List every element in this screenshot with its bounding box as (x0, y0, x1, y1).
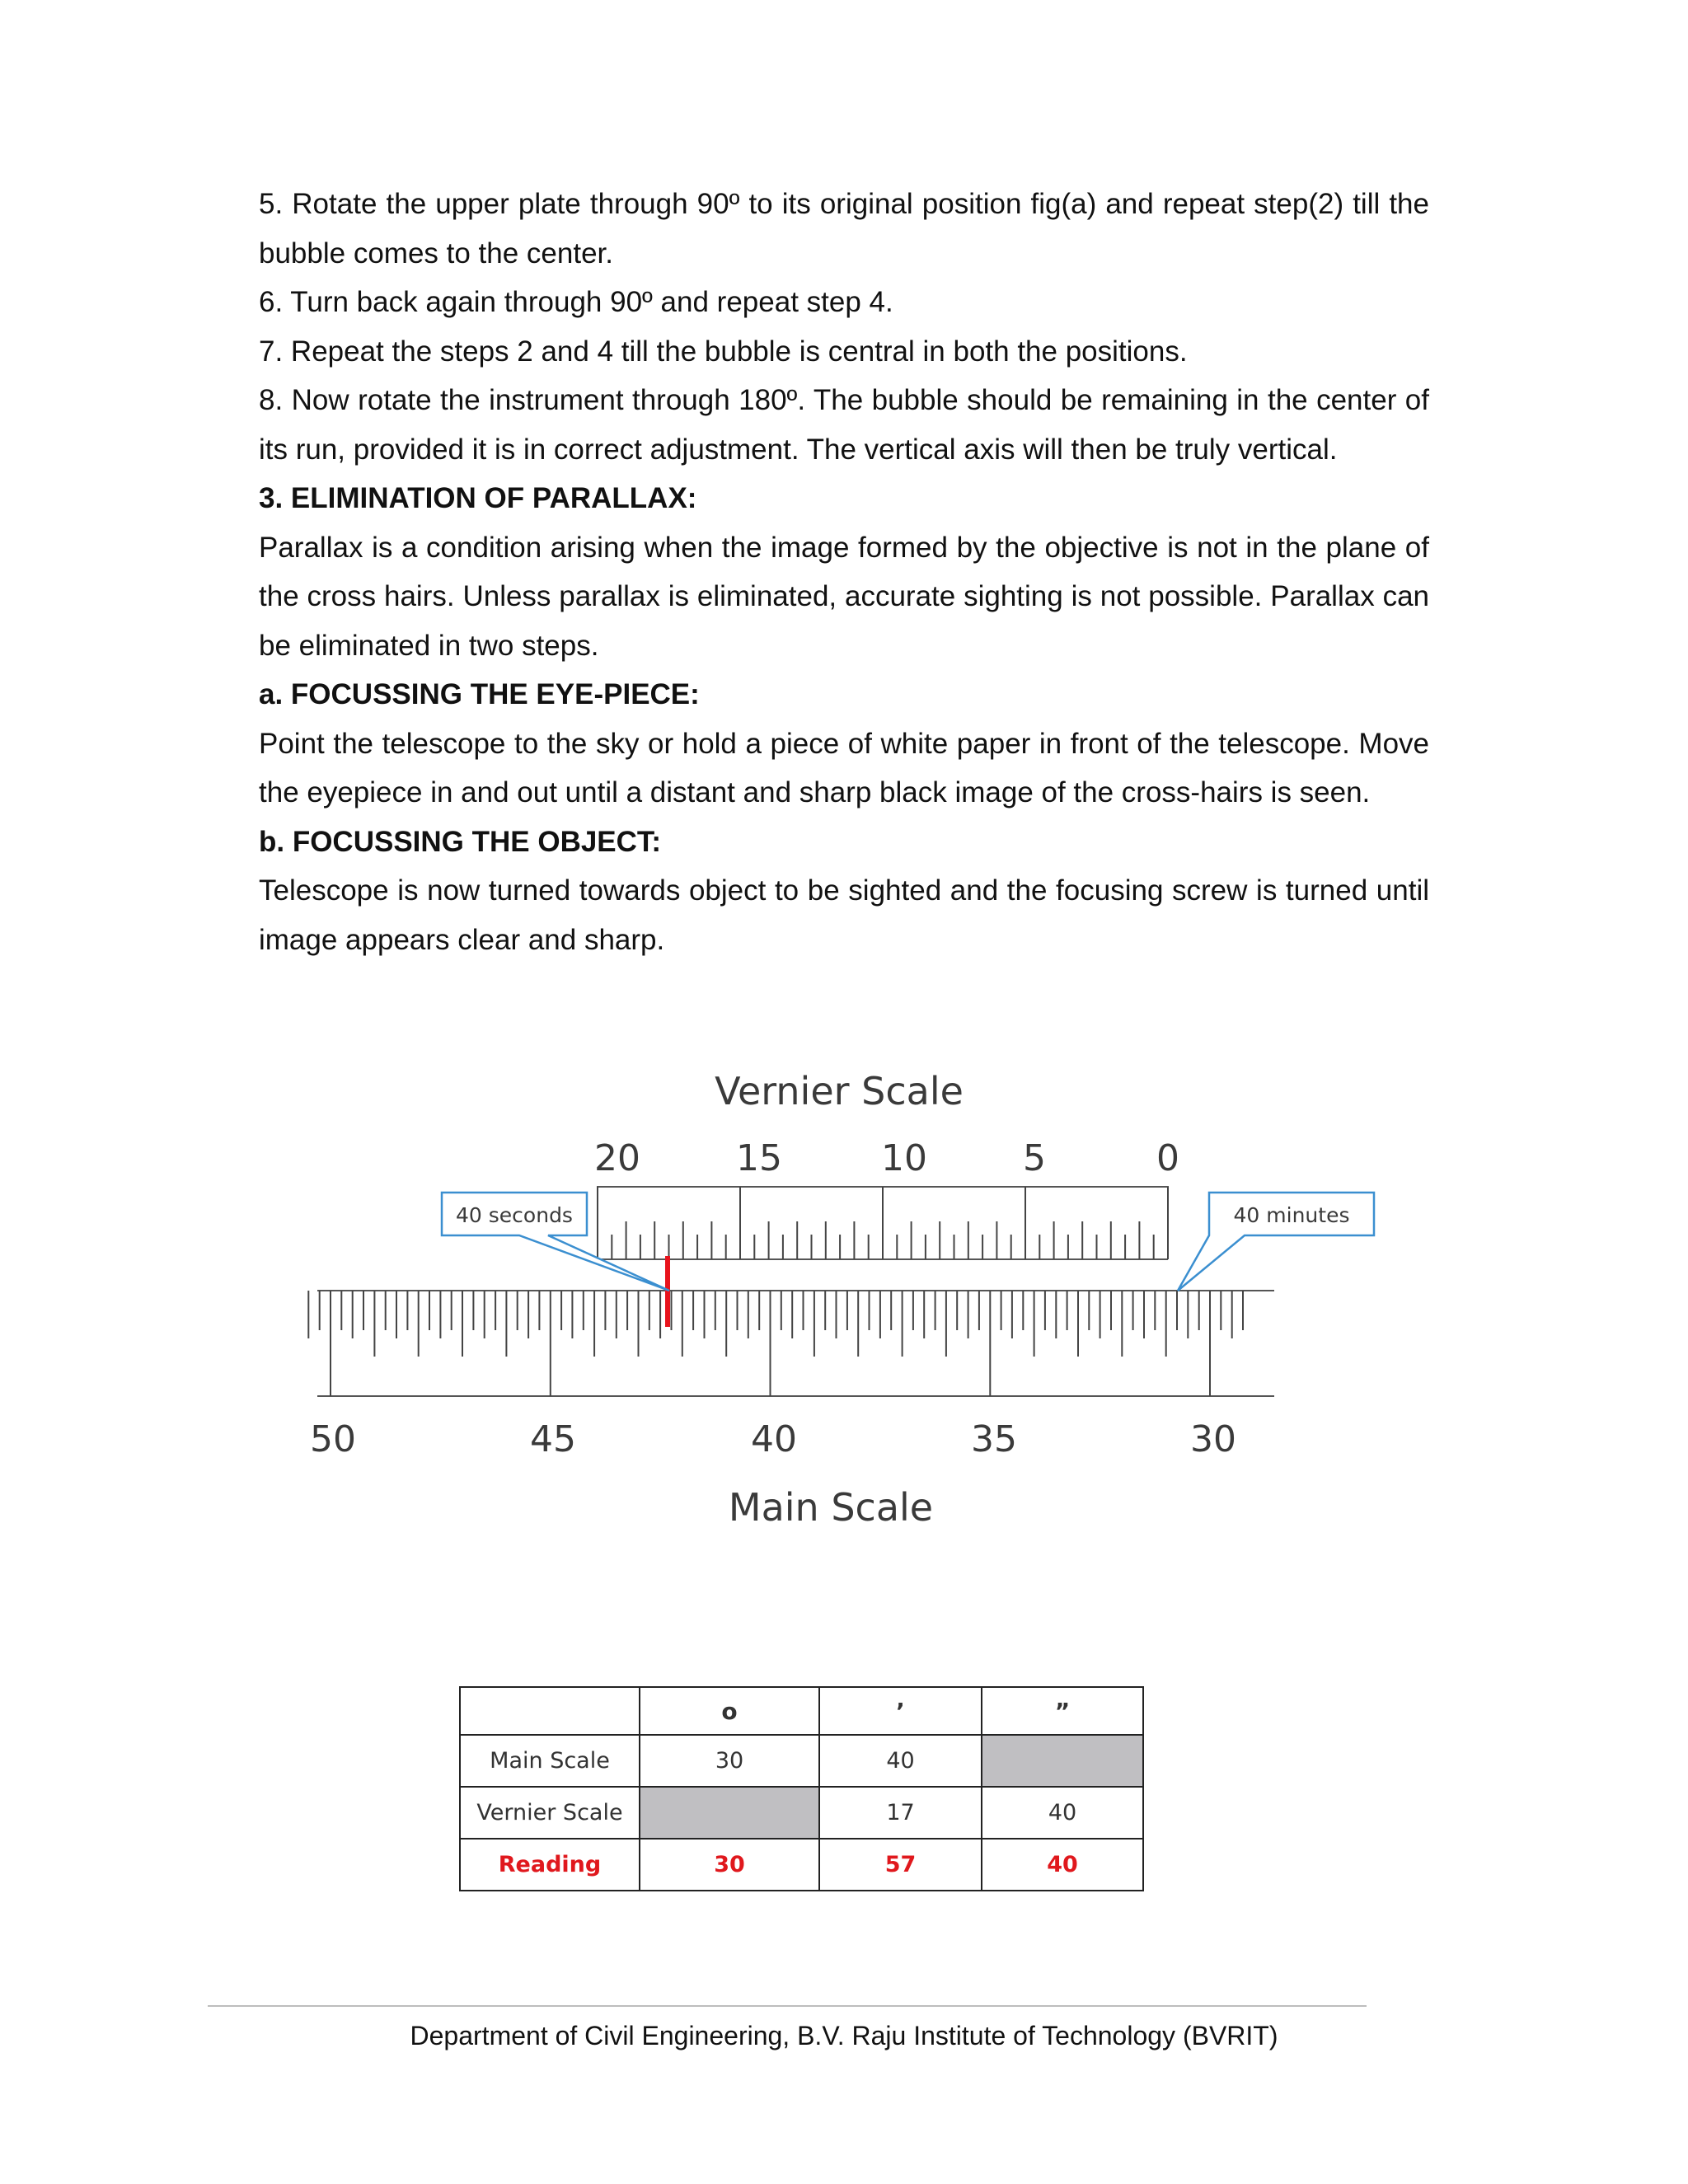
parallax-heading: 3. ELIMINATION OF PARALLAX: (259, 482, 697, 514)
object-text: Telescope is now turned towards object to be sighted and the focusing screw is turned until image appears clear and sharp. (259, 874, 1429, 956)
eyepiece-text: Point the telescope to the sky or hold a piece of white paper in front of the telescope. Move the eyepiece in and out until a distant and sharp black image of the cross-hairs is seen. (259, 727, 1429, 808)
main-label-40: 40 (751, 1418, 797, 1460)
vernier-label-5: 5 (1023, 1137, 1046, 1179)
row-label: Reading (460, 1839, 640, 1891)
step-8-text: 8. Now rotate the instrument through 180º. The bubble should be remaining in the center of its run, provided it is in correct adjustment. The vertical axis will then be truly vertical. (259, 384, 1429, 466)
main-scale-title: Main Scale (728, 1485, 934, 1530)
footer-divider (208, 2005, 1367, 2007)
table-header-row (460, 1687, 1143, 1735)
table-cell: 17 (819, 1787, 982, 1839)
main-label-30: 30 (1190, 1418, 1236, 1460)
vernier-scale-title: Vernier Scale (715, 1069, 964, 1113)
table-cell-blank (982, 1735, 1143, 1787)
main-label-45: 45 (530, 1418, 576, 1460)
main-scale-ticks (308, 1291, 1243, 1396)
step-6-text: 6. Turn back again through 90º and repeat step 4. (259, 286, 893, 318)
page-footer: Department of Civil Engineering, B.V. Raju Institute of Technology (BVRIT) (410, 2021, 1278, 2050)
table-cell: 40 (982, 1839, 1143, 1891)
table-row-reading (460, 1839, 1143, 1891)
table-header-minute: ’ (819, 1687, 982, 1735)
table-row-main-scale (460, 1735, 1143, 1787)
table-cell: 30 (640, 1839, 819, 1891)
callout-40-seconds (442, 1193, 669, 1291)
eyepiece-heading: a. FOCUSSING THE EYE-PIECE: (259, 678, 700, 710)
table-cell: 57 (819, 1839, 982, 1891)
vernier-label-20: 20 (594, 1137, 640, 1179)
main-label-50: 50 (310, 1418, 356, 1460)
callout-40-seconds-label: 40 seconds (456, 1203, 573, 1227)
step-5-text: 5. Rotate the upper plate through 90º to its original position fig(a) and repeat step(2) till the bubble comes to the center. (259, 188, 1429, 269)
table-cell: 40 (819, 1735, 982, 1787)
row-label: Vernier Scale (460, 1787, 640, 1839)
table-header-degree: o (640, 1687, 819, 1735)
main-label-35: 35 (971, 1418, 1017, 1460)
object-heading: b. FOCUSSING THE OBJECT: (259, 825, 662, 858)
callout-40-minutes (1178, 1193, 1374, 1291)
vernier-label-0: 0 (1156, 1137, 1179, 1179)
step-7-text: 7. Repeat the steps 2 and 4 till the bubble is central in both the positions. (259, 335, 1188, 368)
reading-table (459, 1686, 1144, 1891)
table-row-vernier-scale (460, 1787, 1143, 1839)
vernier-label-15: 15 (736, 1137, 782, 1179)
row-label: Main Scale (460, 1735, 640, 1787)
table-cell-blank (640, 1787, 819, 1839)
vernier-scale-ticks (598, 1187, 1168, 1259)
parallax-text: Parallax is a condition arising when the image formed by the objective is not in the plane of the cross hairs. Unless parallax is eliminated, accurate sighting is not possible. Parallax can be eliminated in two steps. (259, 531, 1429, 662)
table-cell: 30 (640, 1735, 819, 1787)
vernier-label-10: 10 (881, 1137, 927, 1179)
callout-40-minutes-label: 40 minutes (1233, 1203, 1350, 1227)
table-header-second: ” (982, 1687, 1143, 1735)
table-cell: 40 (982, 1787, 1143, 1839)
table-header-blank (460, 1687, 640, 1735)
